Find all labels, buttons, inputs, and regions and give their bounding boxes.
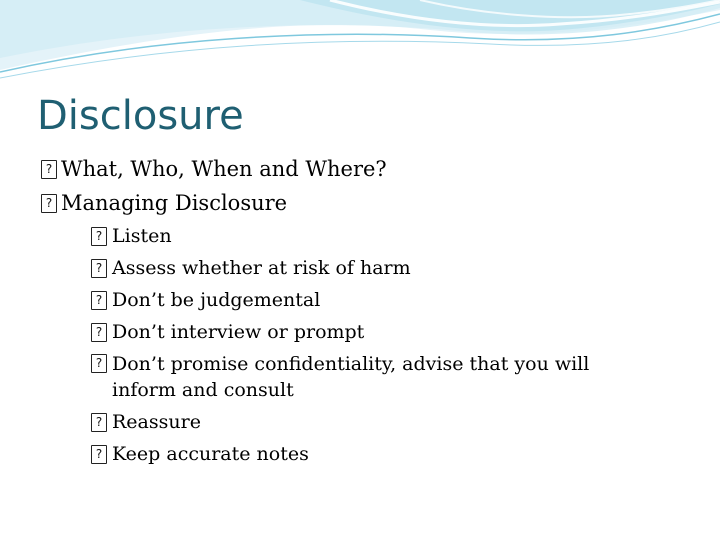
sub-bullet-text: Reassure — [112, 411, 201, 433]
sub-bullet-text: Don’t interview or prompt — [112, 321, 365, 343]
sub-bullet-item — [41, 220, 701, 252]
bullet-item — [41, 152, 701, 186]
sub-bullet-item — [41, 252, 701, 284]
bullet-text: What, Who, When and Where? — [61, 157, 387, 181]
sub-bullet-text: Don’t be judgemental — [112, 289, 321, 311]
sub-bullet-text: Assess whether at risk of harm — [112, 257, 411, 279]
sub-bullet-text: Don’t promise confidentiality, advise that you will inform and consult — [112, 353, 590, 401]
sub-bullet-item — [41, 316, 701, 348]
bullet-text: Managing Disclosure — [61, 191, 288, 215]
sub-bullet-item — [41, 438, 701, 470]
bullet-glyph-icon: ? — [91, 354, 107, 373]
header-wave-decoration — [0, 0, 720, 90]
bullet-glyph-icon: ? — [91, 227, 107, 246]
bullet-glyph-icon: ? — [41, 160, 57, 179]
bullet-item — [41, 186, 701, 220]
bullet-glyph-icon: ? — [91, 291, 107, 310]
sub-bullet-text: Listen — [112, 225, 172, 247]
sub-bullet-text: Keep accurate notes — [112, 443, 309, 465]
bullet-glyph-icon: ? — [91, 445, 107, 464]
sub-bullet-item — [41, 284, 701, 316]
slide-title: Disclosure — [37, 93, 244, 139]
bullet-glyph-icon: ? — [91, 413, 107, 432]
bullet-glyph-icon: ? — [91, 323, 107, 342]
sub-bullet-item — [41, 348, 701, 406]
bullet-glyph-icon: ? — [91, 259, 107, 278]
sub-bullet-item — [41, 406, 701, 438]
bullet-glyph-icon: ? — [41, 194, 57, 213]
bullet-list — [41, 152, 701, 470]
